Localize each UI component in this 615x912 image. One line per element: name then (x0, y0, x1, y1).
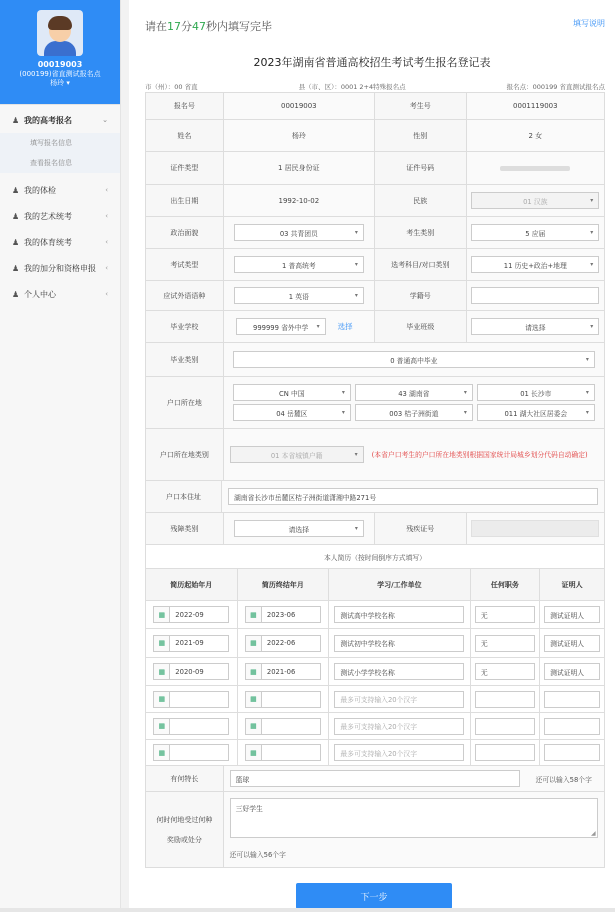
resume-start-input[interactable]: 2021-09 (169, 635, 229, 652)
calendar-icon[interactable]: ▦ (153, 635, 169, 652)
disability-label: 残障类别 (146, 513, 224, 544)
resume-row (145, 629, 605, 658)
menu-label: 我的高考报名 (24, 115, 72, 125)
meta-county: 县（市、区）：0001 2+4特殊报名点 (298, 83, 406, 91)
school-label: 毕业学校 (146, 311, 224, 342)
chevron-left-icon: ‹ (105, 186, 108, 194)
calendar-icon[interactable]: ▦ (245, 744, 261, 761)
resume-start-input[interactable]: 2020-09 (169, 663, 229, 680)
grad-type-label: 毕业类别 (146, 343, 224, 376)
resize-handle-icon[interactable]: ◢ (591, 830, 596, 837)
hukou-street-select[interactable]: 003 桔子洲街道 ▾ (355, 404, 473, 421)
resume-unit-input[interactable]: 最多可支持输入20个汉字 (334, 718, 464, 735)
person-icon: ♟ (12, 289, 20, 299)
resume-role-input[interactable] (475, 691, 535, 708)
resume-end-input[interactable] (261, 744, 321, 761)
resume-row (145, 686, 605, 713)
countdown-timer (145, 18, 272, 34)
resume-role-input[interactable]: 无 (475, 663, 535, 680)
address-input[interactable]: 湖南省长沙市岳麓区桔子洲街道潇湘中路271号 (228, 488, 598, 505)
menu-label: 我的加分和资格申报 (24, 263, 96, 273)
hukou-province-select[interactable]: 43 湖南省 ▾ (355, 384, 473, 401)
birth-label: 出生日期 (146, 185, 224, 216)
resume-end-input[interactable]: 2022-06 (261, 635, 321, 652)
resume-title-row (145, 545, 605, 569)
person-icon: ♟ (12, 115, 20, 125)
menu-label: 我的体育统考 (24, 237, 72, 247)
hukou-district-select[interactable]: 04 岳麓区 ▾ (233, 404, 351, 421)
calendar-icon[interactable]: ▦ (153, 718, 169, 735)
person-icon: ♟ (12, 263, 20, 273)
sidebar (0, 0, 121, 912)
form-meta (145, 82, 605, 91)
next-step-button[interactable]: 下一步 (296, 883, 452, 909)
row-birth (145, 185, 605, 217)
disability-cert-label: 残疾证号 (375, 513, 467, 544)
resume-row (145, 658, 605, 686)
politics-label: 政治面貌 (146, 217, 224, 248)
awards-hint: 还可以输入56个字 (229, 851, 286, 859)
timer-prefix: 请在 (145, 20, 167, 33)
calendar-icon[interactable]: ▦ (245, 606, 261, 623)
person-icon: ♟ (12, 237, 20, 247)
row-reg-no (145, 92, 605, 120)
person-icon: ♟ (12, 185, 20, 195)
hukou-country-select[interactable]: CN 中国 ▾ (233, 384, 351, 401)
resume-row (145, 713, 605, 740)
exam-type-label: 考试类型 (146, 249, 224, 280)
resume-row (145, 601, 605, 629)
resume-role-input[interactable]: 无 (475, 635, 535, 652)
calendar-icon[interactable]: ▦ (245, 635, 261, 652)
resume-header-end: 简历终结年月 (238, 569, 330, 600)
resume-unit-input[interactable]: 测试小学学校名称 (334, 663, 464, 680)
user-id: 00019003 (37, 60, 83, 69)
resume-header-role: 任何职务 (471, 569, 541, 600)
timer-seconds: 47 (192, 20, 206, 33)
menu-item-bonus[interactable] (0, 255, 120, 281)
row-hukou-type (145, 429, 605, 481)
submenu-fill-info[interactable]: 填写报名信息 (0, 133, 120, 153)
hukou-label: 户口所在地 (146, 377, 224, 428)
id-no-value (467, 152, 604, 184)
calendar-icon[interactable]: ▦ (245, 718, 261, 735)
class-select[interactable]: 请选择 ▾ (471, 318, 599, 335)
menu-item-gaokao[interactable] (0, 107, 120, 133)
user-org: (000199)省直测试报名点 (19, 70, 101, 78)
resume-start-input[interactable] (169, 744, 229, 761)
disability-cert-input (471, 520, 599, 537)
submenu-view-info[interactable]: 查看报名信息 (0, 153, 120, 173)
user-profile (0, 0, 120, 104)
row-grad-type (145, 343, 605, 377)
resume-row (145, 740, 605, 766)
row-name (145, 120, 605, 152)
resume-start-input[interactable] (169, 718, 229, 735)
row-id (145, 152, 605, 185)
resume-section-title: 本人简历（按时间倒序方式填写） (324, 553, 426, 562)
resume-unit-input[interactable]: 最多可支持输入20个汉字 (334, 744, 464, 761)
politics-select[interactable]: 03 共青团员 ▾ (234, 224, 364, 241)
exam-no-label: 考生号 (375, 93, 467, 119)
lang-select[interactable]: 1 英语 ▾ (234, 287, 364, 304)
hukou-type-label: 户口所在地类别 (146, 429, 224, 480)
row-exam-type (145, 249, 605, 281)
resume-header-start: 简历起始年月 (146, 569, 238, 600)
class-label: 毕业班级 (375, 311, 467, 342)
resume-role-input[interactable] (475, 744, 535, 761)
student-no-label: 学籍号 (375, 281, 467, 310)
chevron-left-icon: ‹ (105, 212, 108, 220)
chevron-left-icon: ‹ (105, 238, 108, 246)
resume-end-input[interactable] (261, 718, 321, 735)
school-select[interactable]: 999999 省外中学 ▾ (236, 318, 326, 335)
timer-suffix: 秒内填写完毕 (206, 20, 272, 33)
awards-label-line2: 奖励或处分 (166, 835, 202, 844)
resume-end-input[interactable]: 2021-06 (261, 663, 321, 680)
row-hukou (145, 377, 605, 429)
specialty-hint: 还可以输入58个字 (535, 775, 592, 784)
reg-no-value: 00019003 (224, 93, 375, 119)
name-label: 姓名 (146, 120, 224, 151)
birth-value: 1992-10-02 (224, 185, 375, 216)
disability-select[interactable]: 请选择 ▾ (234, 520, 364, 537)
calendar-icon[interactable]: ▦ (153, 606, 169, 623)
calendar-icon[interactable]: ▦ (245, 691, 261, 708)
id-type-label: 证件类型 (146, 152, 224, 184)
meta-point: 报名点：000199 省直测试报名点 (506, 83, 605, 91)
calendar-icon[interactable]: ▦ (153, 744, 169, 761)
specialty-input[interactable]: 篮球 (230, 770, 520, 787)
main-panel (129, 0, 615, 912)
reg-no-label: 报名号 (146, 93, 224, 119)
menu-label: 我的艺术统考 (24, 211, 72, 221)
gender-label: 性别 (375, 120, 467, 151)
row-awards (145, 792, 605, 868)
choose-school-link[interactable]: 选择 (337, 322, 353, 331)
chevron-left-icon: ‹ (105, 290, 108, 298)
ethnic-label: 民族 (375, 185, 467, 216)
resume-start-input[interactable]: 2022-09 (169, 606, 229, 623)
row-politics (145, 217, 605, 249)
side-menu (0, 104, 120, 307)
menu-item-art[interactable] (0, 203, 120, 229)
subject-label: 选考科目/对口类别 (375, 249, 467, 280)
resume-witness-input[interactable]: 测试证明人 (544, 635, 600, 652)
id-type-value: 1 居民身份证 (224, 152, 375, 184)
menu-item-physical[interactable] (0, 177, 120, 203)
hukou-type-note: (本省户口考生的户口所在地类别根据国家统计局城乡划分代码自动确定) (371, 450, 588, 459)
resume-unit-input[interactable]: 测试初中学校名称 (334, 635, 464, 652)
resume-header-witness: 证明人 (540, 569, 604, 600)
resume-end-input[interactable]: 2023-06 (261, 606, 321, 623)
specialty-label: 有何特长 (146, 766, 224, 791)
exam-no-value: 0001119003 (467, 93, 604, 119)
resume-witness-input[interactable]: 测试证明人 (544, 606, 600, 623)
chevron-left-icon: ‹ (105, 264, 108, 272)
bottom-strip (0, 908, 615, 912)
id-no-label: 证件号码 (375, 152, 467, 184)
timer-min-unit: 分 (181, 20, 192, 33)
resume-role-input[interactable]: 无 (475, 606, 535, 623)
resume-end-input[interactable] (261, 691, 321, 708)
form-title: 2023年湖南省普通高校招生考试考生报名登记表 (253, 56, 491, 69)
resume-witness-input[interactable] (544, 718, 600, 735)
address-label: 户口本住址 (146, 481, 222, 512)
awards-textarea[interactable] (230, 798, 598, 838)
resume-header-unit: 学习/工作单位 (329, 569, 470, 600)
calendar-icon[interactable]: ▦ (153, 691, 169, 708)
menu-item-personal[interactable] (0, 281, 120, 307)
row-lang (145, 281, 605, 311)
resume-witness-input[interactable]: 测试证明人 (544, 663, 600, 680)
resume-witness-input[interactable] (544, 744, 600, 761)
hukou-type-select: 01 本省城镇户籍 ▾ (230, 446, 364, 463)
cand-type-select[interactable]: 5 应届 ▾ (471, 224, 599, 241)
user-name-dropdown[interactable]: 杨玲 ▾ (50, 79, 70, 87)
resume-start-input[interactable] (169, 691, 229, 708)
person-icon: ♟ (12, 211, 20, 221)
student-no-input[interactable] (471, 287, 599, 304)
row-specialty (145, 766, 605, 792)
row-school (145, 311, 605, 343)
cand-type-label: 考生类别 (375, 217, 467, 248)
menu-label: 我的体检 (24, 185, 56, 195)
name-value: 杨玲 (224, 120, 375, 151)
grad-type-select[interactable]: 0 普通高中毕业 ▾ (233, 351, 595, 368)
resume-header-row (145, 569, 605, 601)
row-address (145, 481, 605, 513)
timer-minutes: 17 (167, 20, 181, 33)
resume-unit-input[interactable]: 最多可支持输入20个汉字 (334, 691, 464, 708)
awards-text: 三好学生 (235, 805, 263, 813)
redacted-id-number (500, 166, 570, 171)
awards-label-line1: 何时何地受过何种 (156, 815, 213, 824)
avatar (37, 10, 83, 56)
calendar-icon[interactable]: ▦ (245, 663, 261, 680)
calendar-icon[interactable]: ▦ (153, 663, 169, 680)
lang-label: 应试外语语种 (146, 281, 224, 310)
chevron-down-icon: ⌄ (102, 116, 108, 124)
resume-unit-input[interactable]: 测试高中学校名称 (334, 606, 464, 623)
hukou-city-select[interactable]: 01 长沙市 ▾ (477, 384, 595, 401)
meta-city: 市（州）：00 省直 (145, 83, 198, 91)
exam-type-select[interactable]: 1 普高统考 ▾ (234, 256, 364, 273)
menu-label: 个人中心 (24, 289, 56, 299)
row-disability (145, 513, 605, 545)
gender-value: 2 女 (467, 120, 604, 151)
help-link[interactable]: 填写说明 (573, 19, 605, 28)
ethnic-select: 01 汉族 ▾ (471, 192, 599, 209)
subject-select[interactable]: 11 历史+政治+地理 ▾ (471, 256, 599, 273)
menu-item-sports[interactable] (0, 229, 120, 255)
hukou-community-select[interactable]: 011 湖大社区居委会 ▾ (477, 404, 595, 421)
resume-witness-input[interactable] (544, 691, 600, 708)
resume-role-input[interactable] (475, 718, 535, 735)
